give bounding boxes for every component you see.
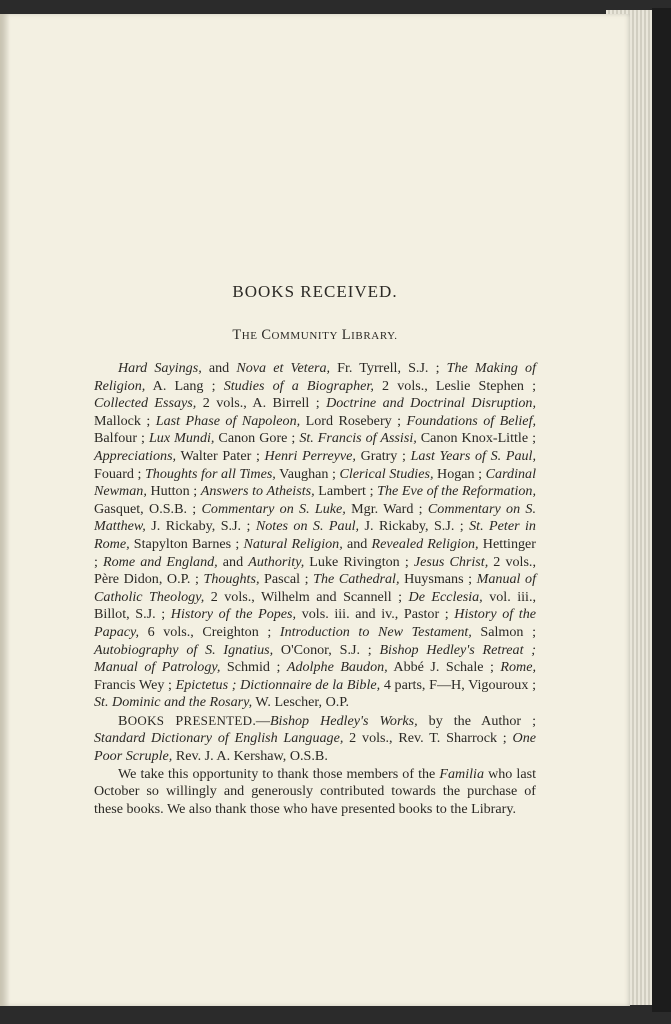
plain-text: Lambert ; [314, 483, 378, 500]
title-text: Commentary on S. Luke, [201, 500, 346, 517]
title-text: Studies of a Biographer, [223, 377, 374, 394]
title-text: Answers to Atheists, [200, 483, 315, 500]
plain-text: Mgr. Ward ; [345, 500, 428, 517]
title-text: Thoughts for all Times, [144, 465, 276, 482]
title-text: Epictetus ; Dictionnaire de la Bible, [175, 676, 381, 693]
title-text: Familia [439, 765, 485, 782]
title-text: Foundations of Belief, [406, 412, 537, 429]
plain-text: by the Author ; [417, 712, 536, 729]
plain-text: Walter Pater ; [176, 447, 265, 464]
title-text: Cardinal Newman, [94, 465, 537, 500]
plain-text: W. Lescher, O.P. [252, 694, 350, 711]
page-heading: BOOKS RECEIVED. [232, 282, 398, 301]
title-text: Hard Sayings, [118, 360, 202, 376]
plain-text: O'Conor, S.J. ; [273, 641, 380, 658]
plain-text: 2 vols., Père Didon, O.P. ; [94, 553, 536, 588]
plain-text: vol. iii., Billot, S.J. ; [94, 588, 537, 623]
title-text: Jesus Christ, [413, 553, 489, 570]
title-text: The Eve of the Reformation, [377, 483, 536, 500]
plain-text: J. Rickaby, S.J. ; [359, 518, 470, 535]
subheading-small: IBRARY. [351, 330, 398, 342]
title-text: Introduction to New Testament, [279, 623, 472, 640]
section-subheading [0, 327, 630, 344]
title-text: Thoughts, [203, 571, 260, 588]
title-text: Manual of Catholic Theology, [94, 571, 536, 605]
title-text: History of the Papacy, [94, 606, 536, 640]
plain-text: J. Rickaby, S.J. ; [145, 518, 256, 535]
title-text: Henri Perreyve, [264, 447, 356, 464]
paragraph-books-received [94, 360, 536, 712]
title-text: History of the Popes, [170, 606, 297, 623]
plain-text: 2 vols., Rev. T. Sharrock ; [343, 730, 513, 747]
plain-text: Gasquet, O.S.B. ; [94, 500, 202, 517]
plain-text: A. Lang ; [145, 377, 224, 394]
plain-text: Canon Knox-Little ; [416, 430, 537, 447]
plain-text: 2 vols., Leslie Stephen ; [373, 377, 536, 394]
books-presented-label: BOOKS PRESENTED [118, 712, 253, 729]
plain-text: Schmid ; [220, 659, 287, 676]
title-text: De Ecclesia, [408, 588, 483, 605]
plain-text: Stapylton Barnes ; [129, 535, 244, 552]
title-text: Revealed Religion, [371, 535, 479, 552]
title-text: Doctrine and Doctrinal Disruption, [326, 395, 536, 412]
title-text: Last Phase of Napoleon, [155, 412, 301, 429]
title-text: Adolphe Baudon, [286, 659, 388, 676]
title-text: The Cathedral, [313, 571, 400, 588]
title-text: Bishop Hedley's Works, [269, 712, 418, 729]
plain-text: Hutton ; [146, 483, 201, 500]
plain-text: Canon Gore ; [214, 430, 300, 447]
plain-text: Vaughan ; [275, 465, 340, 482]
plain-text: Hogan ; [433, 465, 486, 482]
title-text: Clerical Studies, [339, 465, 434, 482]
title-text: Rome, [500, 659, 537, 676]
plain-text: and [342, 535, 372, 552]
plain-text: 2 vols., Wilhelm and Scannell ; [204, 588, 409, 605]
plain-text: who last October so willingly and generously contributed towards the purchase of these books. We also thank those who have presented books to the Library. [94, 765, 536, 817]
plain-text: Salmon ; [471, 623, 536, 640]
plain-text: Fr. Tyrrell, S.J. ; [330, 360, 447, 376]
plain-text: Lord Rosebery ; [300, 412, 407, 429]
title-text: Authority, [248, 553, 305, 570]
subheading-cap: L [341, 327, 352, 343]
plain-text: Francis Wey ; [94, 676, 176, 693]
title-text: St. Francis of Assisi, [299, 430, 417, 447]
title-text: Notes on S. Paul, [255, 518, 360, 535]
gutter-shadow [0, 14, 10, 1006]
subheading-cap: T [232, 327, 242, 343]
title-text: Last Years of S. Paul, [410, 447, 536, 464]
plain-text: 4 parts, F—H, Vigouroux ; [380, 676, 536, 693]
plain-text: Hettinger ; [94, 535, 536, 570]
plain-text: vols. iii. and iv., Pastor ; [296, 606, 455, 623]
plain-text: Mallock ; [94, 412, 156, 429]
body-text [94, 360, 536, 818]
book-cover-edge [652, 8, 671, 1012]
title-text: St. Peter in Rome, [94, 518, 536, 552]
plain-text: Rev. J. A. Kershaw, O.S.B. [172, 748, 328, 765]
title-text: Collected Essays, [94, 395, 197, 412]
plain-text: Gratry ; [355, 447, 411, 464]
title-text: Natural Religion, [243, 535, 343, 552]
title-text: Commentary on S. Matthew, [94, 500, 536, 535]
plain-text: and [201, 360, 237, 376]
subheading-small: OMMUNITY [271, 330, 339, 342]
plain-text: Balfour ; [94, 430, 149, 447]
title-text: Nova et Vetera, [236, 360, 331, 376]
plain-text: 2 vols., A. Birrell ; [196, 395, 327, 412]
title-text: Lux Mundi, [148, 430, 215, 447]
title-text: Bishop Hedley's Retreat ; Manual of Patrology, [94, 641, 536, 676]
title-text: The Making of Religion, [94, 360, 537, 394]
subheading-cap: C [261, 327, 272, 343]
dash: .— [252, 712, 270, 729]
subheading-small: HE [241, 330, 258, 342]
plain-text: Huysmans ; [399, 571, 477, 588]
plain-text: Abbé J. Schale ; [387, 659, 501, 676]
title-text: Standard Dictionary of English Language, [94, 730, 344, 747]
book-page [0, 14, 630, 1006]
title-text: Autobiography of S. Ignatius, [94, 641, 274, 658]
title-text: St. Dominic and the Rosary, [94, 694, 253, 711]
plain-text: Luke Rivington ; [304, 553, 414, 570]
paragraph-thanks [94, 766, 536, 819]
title-text: Rome and England, [103, 553, 218, 570]
title-text: One Poor Scruple, [94, 730, 537, 765]
plain-text: 6 vols., Creighton ; [139, 623, 280, 640]
plain-text: and [217, 553, 249, 570]
plain-text: Pascal ; [259, 571, 314, 588]
plain-text: Fouard ; [94, 465, 145, 482]
plain-text: We take this opportunity to thank those members of the [118, 765, 440, 782]
paragraph-books-presented [94, 712, 536, 766]
title-text: Appreciations, [94, 447, 177, 464]
